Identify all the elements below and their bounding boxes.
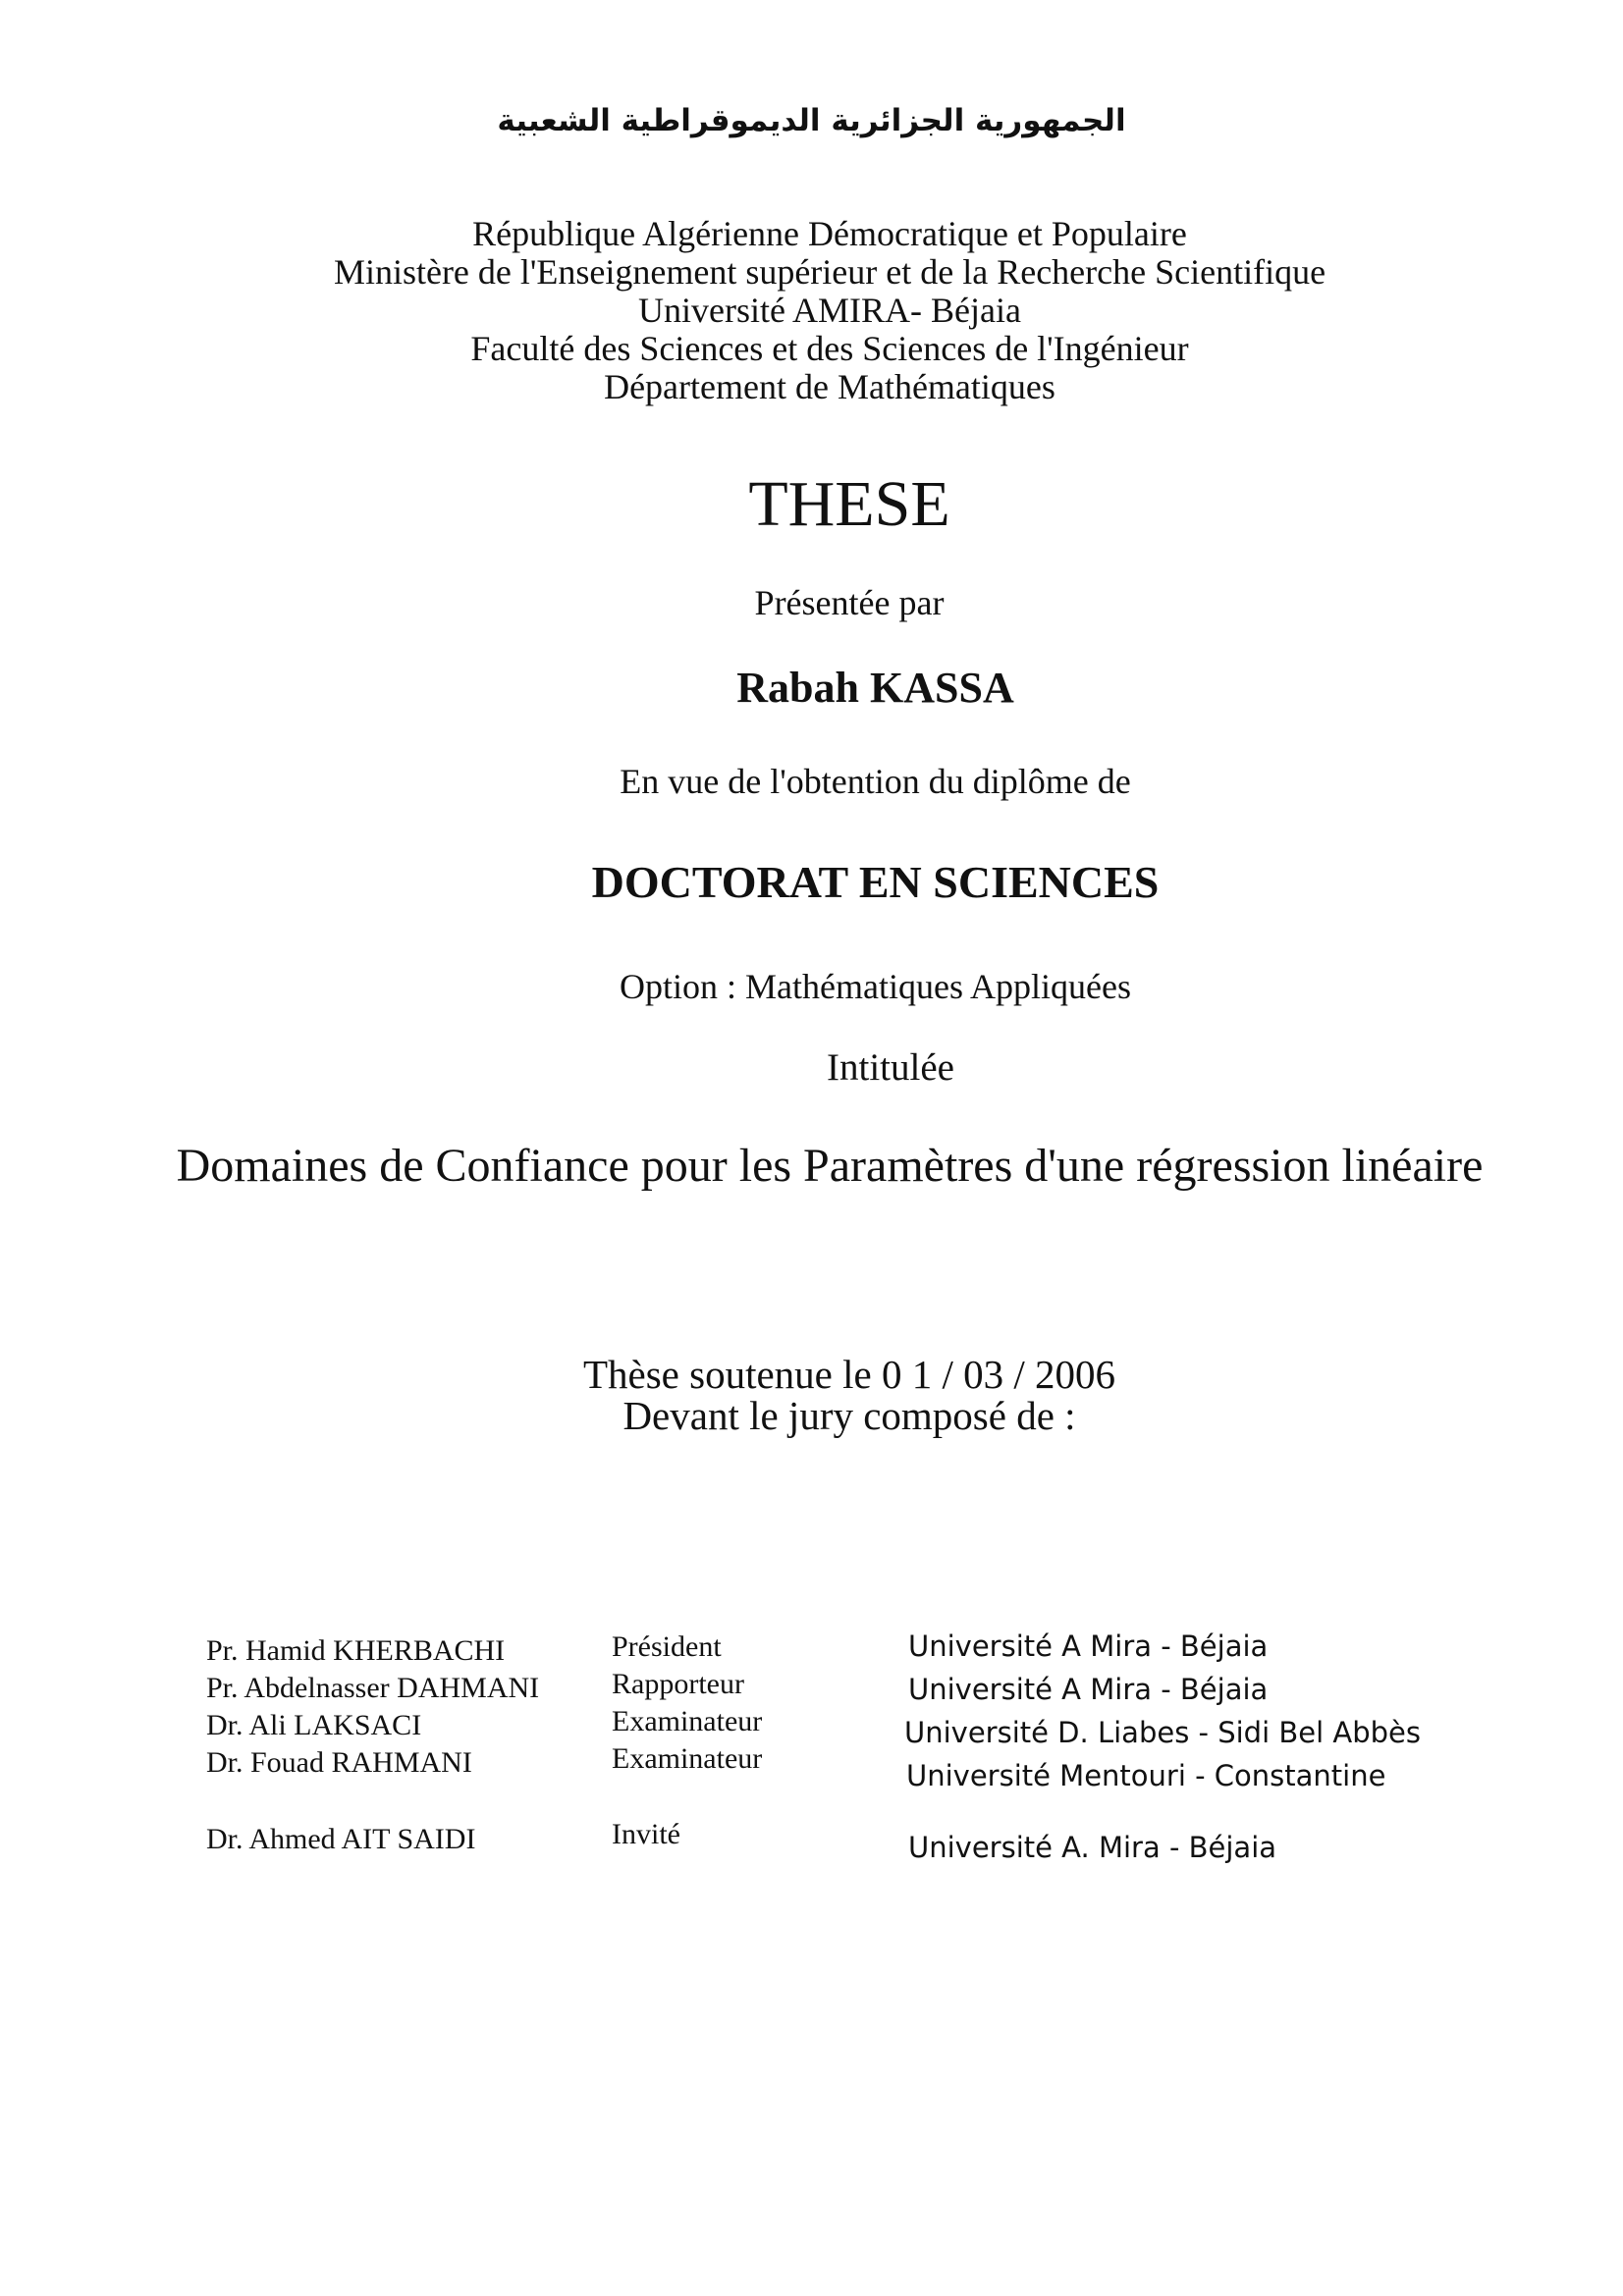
institution-line: Ministère de l'Enseignement supérieur et de la Recherche Scientifique (333, 252, 1326, 292)
jury-member-role: Rapporteur (612, 1668, 744, 1700)
defense-date: Thèse soutenue le 0 1 / 03 / 2006 (582, 1352, 1115, 1397)
jury-member-university: Université A. Mira - Béjaia (908, 1831, 1277, 1864)
thesis-title: Domaines de Confiance pour les Paramètres d'une régression linéaire (176, 1140, 1484, 1192)
intitulee-label: Intitulée (827, 1046, 954, 1089)
presented-by-label: Présentée par (754, 583, 945, 622)
jury-member-university: Université A Mira - Béjaia (908, 1673, 1269, 1706)
obtention-label: En vue de l'obtention du diplôme de (620, 762, 1131, 801)
jury-member-university: Université D. Liabes - Sidi Bel Abbès (904, 1716, 1421, 1749)
jury-member-role: Examinateur (612, 1742, 763, 1775)
jury-intro: Devant le jury composé de : (622, 1393, 1076, 1438)
institution-line: Faculté des Sciences et des Sciences de l'Ingénieur (470, 329, 1189, 368)
jury-member-name: Pr. Abdelnasser DAHMANI (206, 1672, 540, 1704)
institution-line: Département de Mathématiques (604, 367, 1055, 406)
jury-member-name: Dr. Ali LAKSACI (206, 1709, 422, 1741)
institution-line: République Algérienne Démocratique et Populaire (472, 214, 1187, 253)
author-name: Rabah KASSA (736, 664, 1014, 712)
jury-member-name: Dr. Fouad RAHMANI (206, 1746, 472, 1779)
jury-member-university: Université Mentouri - Constantine (906, 1759, 1386, 1792)
jury-member-name: Dr. Ahmed AIT SAIDI (206, 1823, 476, 1855)
arabic-header: الجمهورية الجزائرية الديموقراطية الشعبية (497, 103, 1126, 138)
jury-member-role: Examinateur (612, 1705, 763, 1737)
institution-line: Université AMIRA- Béjaia (638, 291, 1021, 330)
jury-member-role: Invité (612, 1818, 680, 1850)
document-type-title: THESE (748, 468, 950, 540)
degree-title: DOCTORAT EN SCIENCES (591, 857, 1160, 907)
jury-member-role: Président (612, 1630, 722, 1663)
jury-member-name: Pr. Hamid KHERBACHI (206, 1634, 506, 1667)
option-label: Option : Mathématiques Appliquées (620, 967, 1131, 1006)
jury-member-university: Université A Mira - Béjaia (908, 1629, 1269, 1663)
